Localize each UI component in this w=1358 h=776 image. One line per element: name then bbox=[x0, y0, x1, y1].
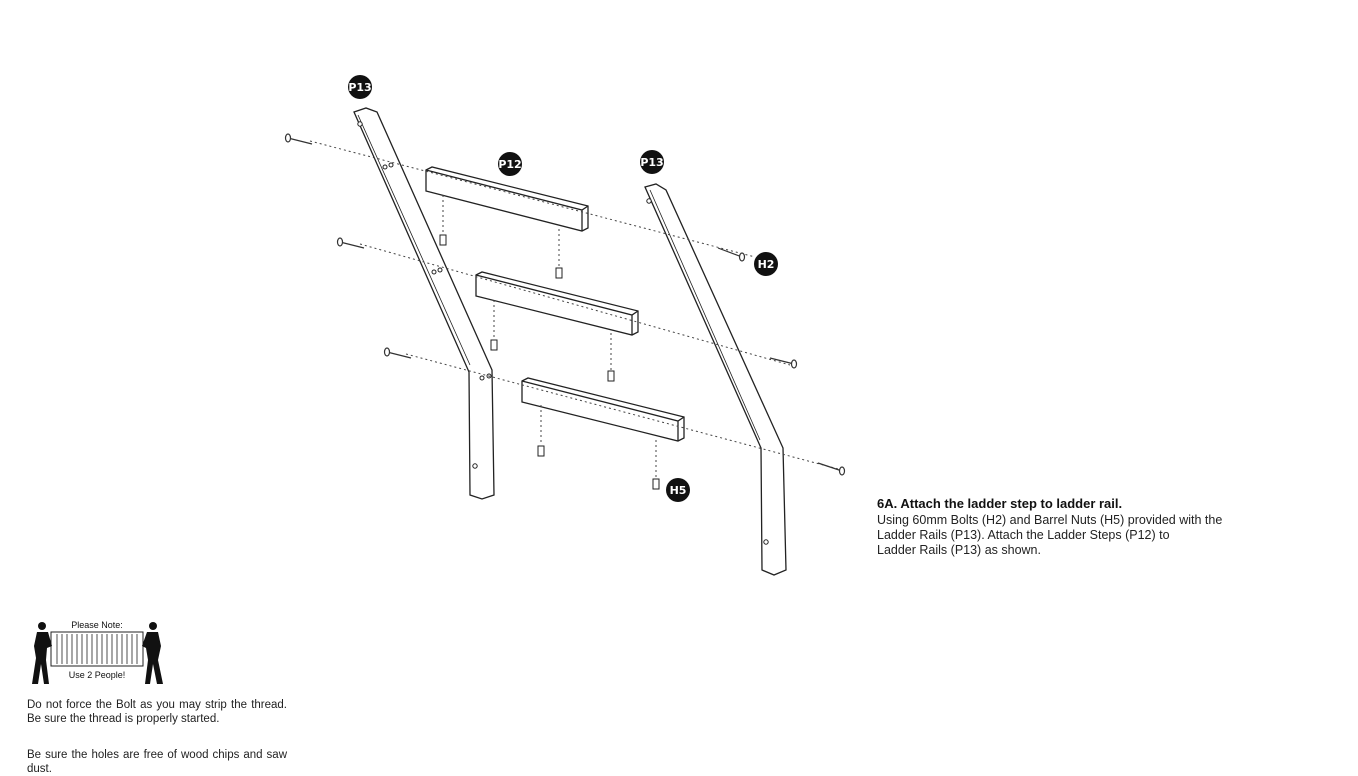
bolt-top-left bbox=[286, 134, 313, 144]
svg-text:P13: P13 bbox=[348, 81, 372, 94]
warning-bolt-thread: Do not force the Bolt as you may strip the thread. Be sure the thread is properly started. bbox=[27, 699, 287, 725]
badge-h5 bbox=[666, 478, 690, 502]
svg-text:Use 2 People!: Use 2 People! bbox=[68, 670, 126, 680]
step-line: Ladder Rails (P13) as shown. bbox=[877, 543, 1041, 557]
person-silhouette-right bbox=[142, 622, 163, 684]
svg-text:P12: P12 bbox=[498, 158, 522, 171]
bolt-bottom-left bbox=[385, 348, 412, 358]
step-line: Using 60mm Bolts (H2) and Barrel Nuts (H5) provided with the bbox=[877, 513, 1223, 527]
step-title: 6A. Attach the ladder step to ladder rail. bbox=[877, 496, 1123, 511]
bolt-mid-right bbox=[770, 358, 797, 368]
svg-text:H5: H5 bbox=[669, 484, 687, 497]
ladder-step-top bbox=[426, 167, 588, 231]
bolt-bottom-right bbox=[818, 463, 845, 475]
two-people-note-illustration bbox=[27, 618, 167, 688]
barrel-nut bbox=[608, 371, 614, 381]
bolt-top-right bbox=[718, 248, 745, 261]
bolt-mid-left bbox=[338, 238, 365, 248]
step-line: Ladder Rails (P13). Attach the Ladder Steps (P12) to bbox=[877, 528, 1170, 542]
ladder-rail-left bbox=[354, 108, 494, 499]
barrel-nut bbox=[491, 340, 497, 350]
svg-text:Please Note:: Please Note: bbox=[71, 620, 123, 630]
warning-clean-holes: Be sure the holes are free of wood chips and saw dust. bbox=[27, 749, 287, 775]
svg-text:P13: P13 bbox=[640, 156, 664, 169]
badge-p13-right bbox=[640, 150, 664, 174]
ladder-step-bottom bbox=[522, 378, 684, 441]
ladder-rail-right bbox=[645, 184, 786, 575]
ladder-step-middle bbox=[476, 272, 638, 335]
person-silhouette-left bbox=[32, 622, 52, 684]
badge-h2 bbox=[754, 252, 778, 276]
barrel-nut bbox=[440, 235, 446, 245]
badge-p13-left bbox=[348, 75, 372, 99]
barrel-nut bbox=[556, 268, 562, 278]
svg-text:H2: H2 bbox=[757, 258, 775, 271]
barrel-nut bbox=[653, 479, 659, 489]
step-instructions bbox=[877, 496, 1317, 558]
badge-p12 bbox=[498, 152, 522, 176]
barrel-nut bbox=[538, 446, 544, 456]
